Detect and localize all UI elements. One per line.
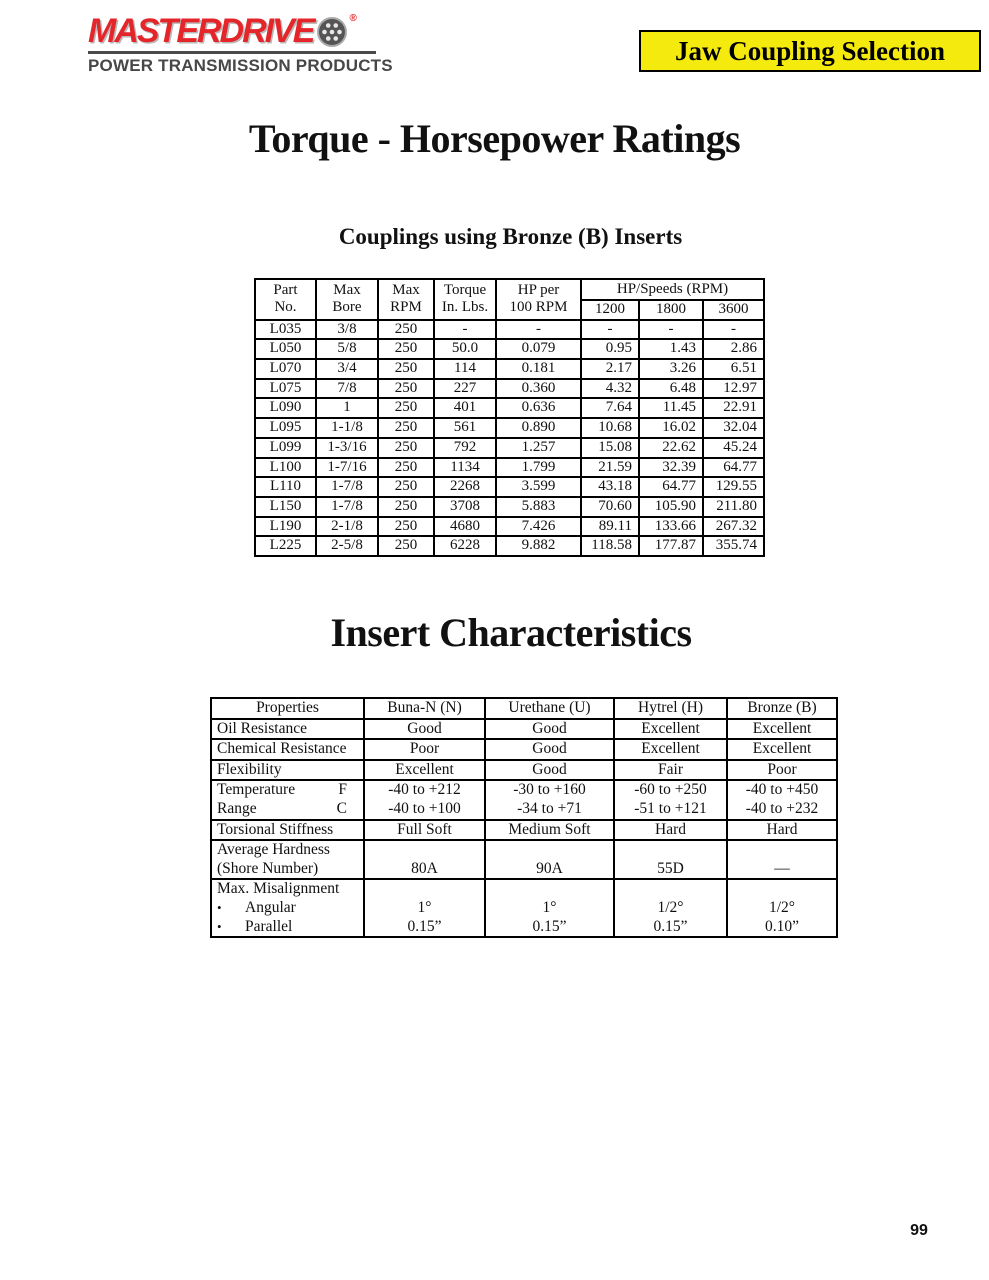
value-cell: 3/4 xyxy=(316,359,378,379)
torque-table-caption: Couplings using Bronze (B) Inserts xyxy=(338,224,683,249)
part-no-cell: L190 xyxy=(255,517,316,537)
value-cell: 10.68 xyxy=(581,418,639,438)
value-cell: 250 xyxy=(378,418,434,438)
part-no-cell: L099 xyxy=(255,438,316,458)
part-no-cell: L050 xyxy=(255,339,316,359)
value-cell: Poor xyxy=(364,739,485,760)
value-cell: 3708 xyxy=(434,497,496,517)
part-no-cell: L110 xyxy=(255,477,316,497)
value-cell: 2268 xyxy=(434,477,496,497)
value-cell: 0.079 xyxy=(496,339,581,359)
table-row xyxy=(255,359,764,379)
value-cell: Poor xyxy=(727,760,837,781)
column-header-urethane: Urethane (U) xyxy=(485,698,614,719)
temp-value: -60 to +250 xyxy=(634,781,707,799)
part-no-cell: L070 xyxy=(255,359,316,379)
temp-unit: C xyxy=(336,799,347,817)
value-cell: 0.95 xyxy=(581,339,639,359)
misalignment-value: 1° xyxy=(417,898,432,916)
table-row xyxy=(255,477,764,497)
value-cell: Full Soft xyxy=(364,820,485,841)
table-row xyxy=(211,760,837,781)
value-cell: 16.02 xyxy=(639,418,703,438)
value-cell: 89.11 xyxy=(581,517,639,537)
property-label-cell xyxy=(211,780,364,819)
value-cell: - xyxy=(581,320,639,340)
column-header-max-rpm: Max RPM xyxy=(378,279,434,320)
registered-trademark-icon: ® xyxy=(349,13,357,24)
value-cell: 11.45 xyxy=(639,398,703,418)
section2-title: Insert Characteristics xyxy=(330,610,692,655)
table-row xyxy=(255,497,764,517)
value-cell: 177.87 xyxy=(639,536,703,556)
bullet-icon: • xyxy=(217,900,222,916)
property-label-cell: Torsional Stiffness xyxy=(211,820,364,841)
temp-value: -40 to +100 xyxy=(388,799,461,817)
value-cell: - xyxy=(703,320,764,340)
value-cell: 2.17 xyxy=(581,359,639,379)
value-cell: 50.0 xyxy=(434,339,496,359)
value-cell: 250 xyxy=(378,517,434,537)
value-cell: 15.08 xyxy=(581,438,639,458)
value-cell xyxy=(614,879,727,937)
value-cell: 0.890 xyxy=(496,418,581,438)
value-cell: 1 xyxy=(316,398,378,418)
temp-unit: F xyxy=(338,781,347,799)
value-cell: 227 xyxy=(434,379,496,399)
logo-tagline: POWER TRANSMISSION PRODUCTS xyxy=(88,51,376,76)
value-cell: 3/8 xyxy=(316,320,378,340)
value-cell: 250 xyxy=(378,398,434,418)
section-banner: Jaw Coupling Selection xyxy=(639,30,981,72)
value-cell: 792 xyxy=(434,438,496,458)
value-cell: 114 xyxy=(434,359,496,379)
insert-characteristics-table xyxy=(210,697,838,938)
part-no-cell: L035 xyxy=(255,320,316,340)
value-cell xyxy=(364,780,485,819)
value-cell: 1-7/8 xyxy=(316,477,378,497)
value-cell: - xyxy=(496,320,581,340)
value-cell: 0.636 xyxy=(496,398,581,418)
value-cell: 1-1/8 xyxy=(316,418,378,438)
property-label-cell xyxy=(211,840,364,879)
value-cell: 105.90 xyxy=(639,497,703,517)
part-no-cell: L100 xyxy=(255,458,316,478)
gear-icon xyxy=(316,16,348,48)
value-cell: 0.360 xyxy=(496,379,581,399)
value-cell: 6.48 xyxy=(639,379,703,399)
value-cell: 5.883 xyxy=(496,497,581,517)
value-cell: 4.32 xyxy=(581,379,639,399)
value-cell: Hard xyxy=(614,820,727,841)
value-cell: — xyxy=(727,840,837,879)
value-cell: 250 xyxy=(378,497,434,517)
table-row xyxy=(211,739,837,760)
table-row xyxy=(255,438,764,458)
label-line xyxy=(217,800,363,819)
part-no-cell: L095 xyxy=(255,418,316,438)
table-row xyxy=(211,840,837,879)
value-cell: 0.181 xyxy=(496,359,581,379)
misalignment-value: 1/2° xyxy=(768,898,795,916)
temp-value: -40 to +212 xyxy=(388,781,461,799)
misalignment-value: 0.10” xyxy=(764,917,799,935)
value-cell: 45.24 xyxy=(703,438,764,458)
value-cell xyxy=(727,780,837,819)
value-cell: 250 xyxy=(378,536,434,556)
value-cell: 9.882 xyxy=(496,536,581,556)
column-header-speeds-group: HP/Speeds (RPM) xyxy=(581,279,764,300)
torque-hp-table xyxy=(254,278,765,557)
value-cell: Good xyxy=(485,719,614,740)
table-row xyxy=(255,418,764,438)
value-cell: 250 xyxy=(378,438,434,458)
value-cell xyxy=(614,780,727,819)
value-cell: - xyxy=(639,320,703,340)
label-line: Max. Misalignment xyxy=(217,880,340,898)
value-cell: Excellent xyxy=(614,739,727,760)
column-header-torque: Torque In. Lbs. xyxy=(434,279,496,320)
value-cell: Good xyxy=(485,760,614,781)
page-number: 99 xyxy=(910,1222,928,1239)
value-cell: 22.62 xyxy=(639,438,703,458)
value-cell: 250 xyxy=(378,359,434,379)
table-row xyxy=(211,820,837,841)
value-cell: Excellent xyxy=(727,739,837,760)
page-title: Torque - Horsepower Ratings xyxy=(248,116,741,161)
misalignment-value: 1/2° xyxy=(657,898,684,916)
table-row xyxy=(255,398,764,418)
value-cell: 129.55 xyxy=(703,477,764,497)
value-cell: Hard xyxy=(727,820,837,841)
table-row xyxy=(255,339,764,359)
part-no-cell: L075 xyxy=(255,379,316,399)
table-row xyxy=(211,780,837,819)
column-header-speed-1800: 1800 xyxy=(639,300,703,320)
label-line xyxy=(217,899,363,918)
value-cell: 118.58 xyxy=(581,536,639,556)
value-cell: 70.60 xyxy=(581,497,639,517)
column-header-speed-3600: 3600 xyxy=(703,300,764,320)
value-cell: 1.257 xyxy=(496,438,581,458)
value-cell: Excellent xyxy=(364,760,485,781)
masterdrive-logo xyxy=(88,12,393,76)
temp-value: -34 to +71 xyxy=(517,799,582,817)
value-cell: 3.26 xyxy=(639,359,703,379)
column-header-hp-per-100rpm: HP per 100 RPM xyxy=(496,279,581,320)
column-header-bronze: Bronze (B) xyxy=(727,698,837,719)
column-header-max-bore: Max Bore xyxy=(316,279,378,320)
bullet-label: Parallel xyxy=(245,917,293,935)
value-cell: Medium Soft xyxy=(485,820,614,841)
value-cell: 250 xyxy=(378,379,434,399)
temp-value: -40 to +232 xyxy=(745,799,819,817)
value-cell: 4680 xyxy=(434,517,496,537)
table-row xyxy=(255,320,764,340)
misalignment-value: 0.15” xyxy=(532,917,567,935)
table-row xyxy=(255,536,764,556)
value-cell: 1.43 xyxy=(639,339,703,359)
table-row xyxy=(255,458,764,478)
value-cell: 1-7/16 xyxy=(316,458,378,478)
label-line: Average Hardness xyxy=(217,841,330,859)
value-cell xyxy=(485,780,614,819)
property-label-cell xyxy=(211,879,364,937)
value-cell: 250 xyxy=(378,458,434,478)
value-cell: 355.74 xyxy=(703,536,764,556)
value-cell: 1-3/16 xyxy=(316,438,378,458)
value-cell: 1.799 xyxy=(496,458,581,478)
temp-value: -30 to +160 xyxy=(513,781,586,799)
value-cell: 90A xyxy=(485,840,614,879)
value-cell: 250 xyxy=(378,339,434,359)
table-row xyxy=(255,379,764,399)
part-no-cell: L150 xyxy=(255,497,316,517)
temp-value: -51 to +121 xyxy=(634,799,707,817)
value-cell: 55D xyxy=(614,840,727,879)
value-cell: 2.86 xyxy=(703,339,764,359)
value-cell: 3.599 xyxy=(496,477,581,497)
value-cell: 7.426 xyxy=(496,517,581,537)
value-cell: 401 xyxy=(434,398,496,418)
column-header-buna-n: Buna-N (N) xyxy=(364,698,485,719)
temp-label: Temperature xyxy=(217,781,296,799)
column-header-hytrel: Hytrel (H) xyxy=(614,698,727,719)
value-cell xyxy=(364,879,485,937)
column-header-properties: Properties xyxy=(211,698,364,719)
value-cell xyxy=(485,879,614,937)
column-header-speed-1200: 1200 xyxy=(581,300,639,320)
value-cell: 32.04 xyxy=(703,418,764,438)
property-label-cell: Oil Resistance xyxy=(211,719,364,740)
label-line xyxy=(217,918,363,937)
value-cell: 64.77 xyxy=(703,458,764,478)
value-cell: 80A xyxy=(364,840,485,879)
property-label-cell: Flexibility xyxy=(211,760,364,781)
value-cell: 5/8 xyxy=(316,339,378,359)
brand-wordmark: MASTERDRIVE xyxy=(88,12,314,50)
misalignment-value: 0.15” xyxy=(407,917,442,935)
value-cell: 561 xyxy=(434,418,496,438)
value-cell: Fair xyxy=(614,760,727,781)
value-cell: 12.97 xyxy=(703,379,764,399)
misalignment-value: 1° xyxy=(542,898,557,916)
part-no-cell: L090 xyxy=(255,398,316,418)
temp-label: Range xyxy=(217,799,257,817)
value-cell: 2-5/8 xyxy=(316,536,378,556)
value-cell: 6228 xyxy=(434,536,496,556)
label-line xyxy=(217,781,363,800)
table-row xyxy=(211,879,837,937)
value-cell: Excellent xyxy=(727,719,837,740)
property-label-cell: Chemical Resistance xyxy=(211,739,364,760)
value-cell: 267.32 xyxy=(703,517,764,537)
value-cell: Good xyxy=(485,739,614,760)
misalignment-value: 0.15” xyxy=(653,917,688,935)
header-row xyxy=(211,698,837,719)
table-row xyxy=(211,719,837,740)
value-cell: Excellent xyxy=(614,719,727,740)
value-cell: - xyxy=(434,320,496,340)
bullet-label: Angular xyxy=(245,899,296,917)
value-cell: 1-7/8 xyxy=(316,497,378,517)
value-cell: 2-1/8 xyxy=(316,517,378,537)
value-cell: 22.91 xyxy=(703,398,764,418)
value-cell: 1134 xyxy=(434,458,496,478)
value-cell: 6.51 xyxy=(703,359,764,379)
value-cell: 7.64 xyxy=(581,398,639,418)
value-cell: 64.77 xyxy=(639,477,703,497)
part-no-cell: L225 xyxy=(255,536,316,556)
value-cell: 21.59 xyxy=(581,458,639,478)
header-row xyxy=(255,279,764,300)
value-cell: 7/8 xyxy=(316,379,378,399)
temp-value: -40 to +450 xyxy=(745,781,819,799)
value-cell: 211.80 xyxy=(703,497,764,517)
value-cell: 133.66 xyxy=(639,517,703,537)
value-cell xyxy=(727,879,837,937)
value-cell: 32.39 xyxy=(639,458,703,478)
value-cell: 250 xyxy=(378,320,434,340)
value-cell: Good xyxy=(364,719,485,740)
label-line: (Shore Number) xyxy=(217,859,319,877)
column-header-part-no: Part No. xyxy=(255,279,316,320)
logo-row xyxy=(88,14,376,48)
bullet-icon: • xyxy=(217,918,222,934)
value-cell: 250 xyxy=(378,477,434,497)
table-row xyxy=(255,517,764,537)
value-cell: 43.18 xyxy=(581,477,639,497)
